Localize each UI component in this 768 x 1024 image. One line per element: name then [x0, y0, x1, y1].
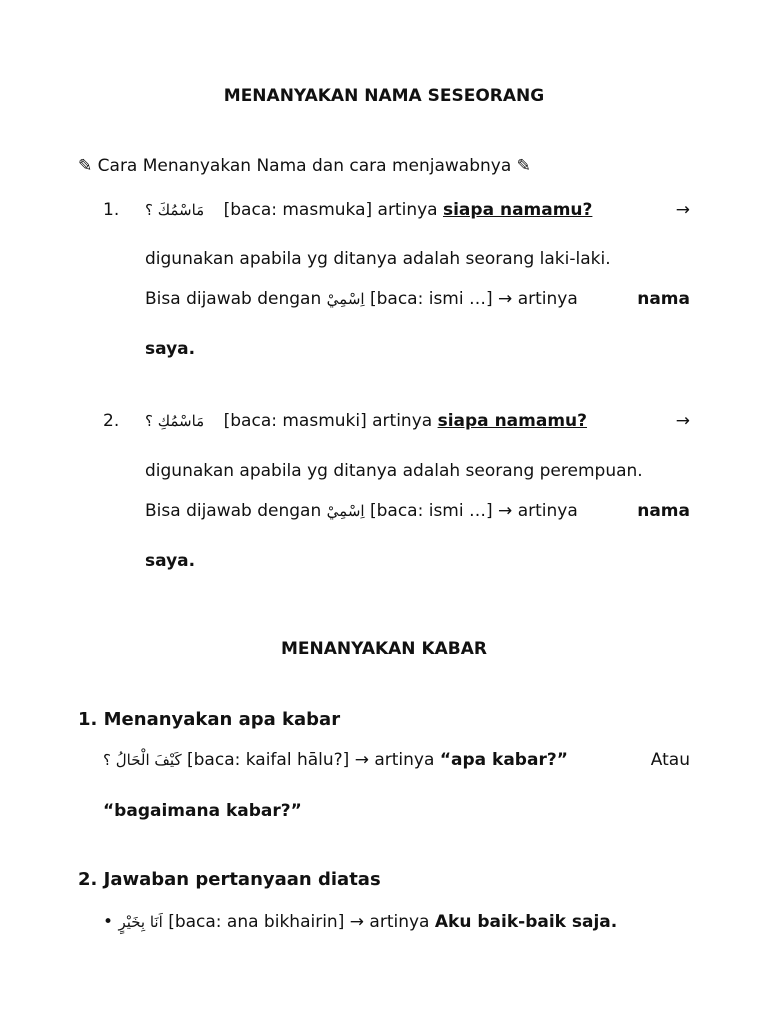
arabic-answer: اِسْمِيْ — [326, 502, 365, 520]
reading: [baca: kaifal hālu?] — [187, 750, 350, 770]
meaning: Aku baik-baik saja. — [434, 912, 618, 932]
kabar-question-line — [103, 749, 690, 771]
answer-bullet-line — [103, 911, 617, 933]
item-number: 2. — [103, 411, 120, 431]
reading: [baca: masmuki] artinya — [223, 411, 433, 431]
question-heading: 1. Menanyakan apa kabar — [78, 709, 341, 730]
usage-text: digunakan apabila yg ditanya adalah seorang perempuan. — [145, 461, 643, 481]
meaning: siapa namamu? — [437, 411, 588, 431]
answer-prefix: Bisa dijawab dengan — [145, 501, 322, 521]
arrow-icon: → — [498, 289, 513, 309]
arabic-answer: اِسْمِيْ — [326, 290, 365, 308]
arabic-question: كَيْفَ الْحَالُ ؟ — [103, 751, 182, 769]
section-title-nama: MENANYAKAN NAMA SESEORANG — [223, 86, 545, 106]
pencil-icon: ✎ — [516, 156, 531, 176]
question-line — [145, 410, 690, 432]
usage-text: digunakan apabila yg ditanya adalah seorang laki-laki. — [145, 249, 611, 269]
arrow-icon: → — [354, 750, 369, 770]
meaning-alt: “bagaimana kabar?” — [103, 801, 302, 821]
intro-text: Cara Menanyakan Nama dan cara menjawabnya — [97, 156, 512, 176]
arrow-icon: → — [349, 912, 364, 932]
answer-line — [145, 500, 690, 522]
artinya: artinya — [374, 750, 435, 770]
reading: [baca: masmuka] artinya — [223, 200, 438, 220]
section-title-kabar: MENANYAKAN KABAR — [281, 639, 487, 659]
answer-meaning-cont: saya. — [145, 551, 196, 571]
bullet-icon: • — [103, 912, 114, 932]
answer-line — [145, 288, 690, 310]
reading: [baca: ana bikhairin] — [168, 912, 345, 932]
answer-reading: [baca: ismi …] — [369, 501, 493, 521]
answer-heading: 2. Jawaban pertanyaan diatas — [78, 869, 381, 890]
arabic-answer: اَنَا بِخَيْرٍ — [118, 913, 163, 931]
atau: Atau — [650, 750, 690, 770]
answer-prefix: Bisa dijawab dengan — [145, 289, 322, 309]
answer-meaning: nama — [637, 289, 690, 309]
answer-meaning: nama — [637, 501, 690, 521]
meaning: siapa namamu? — [442, 200, 593, 220]
arrow-icon: → — [675, 411, 690, 431]
artinya: artinya — [517, 501, 578, 521]
intro-line — [78, 155, 531, 177]
answer-reading: [baca: ismi …] — [369, 289, 493, 309]
arabic-question: مَاسْمُكَ ؟ — [145, 201, 205, 219]
item-number: 1. — [103, 200, 120, 220]
question-line — [145, 199, 690, 221]
meaning: “apa kabar?” — [439, 750, 568, 770]
arabic-question: مَاسْمُكِ ؟ — [145, 412, 205, 430]
pencil-icon: ✎ — [78, 156, 93, 176]
artinya: artinya — [517, 289, 578, 309]
answer-meaning-cont: saya. — [145, 339, 196, 359]
arrow-icon: → — [498, 501, 513, 521]
artinya: artinya — [369, 912, 430, 932]
arrow-icon: → — [675, 200, 690, 220]
